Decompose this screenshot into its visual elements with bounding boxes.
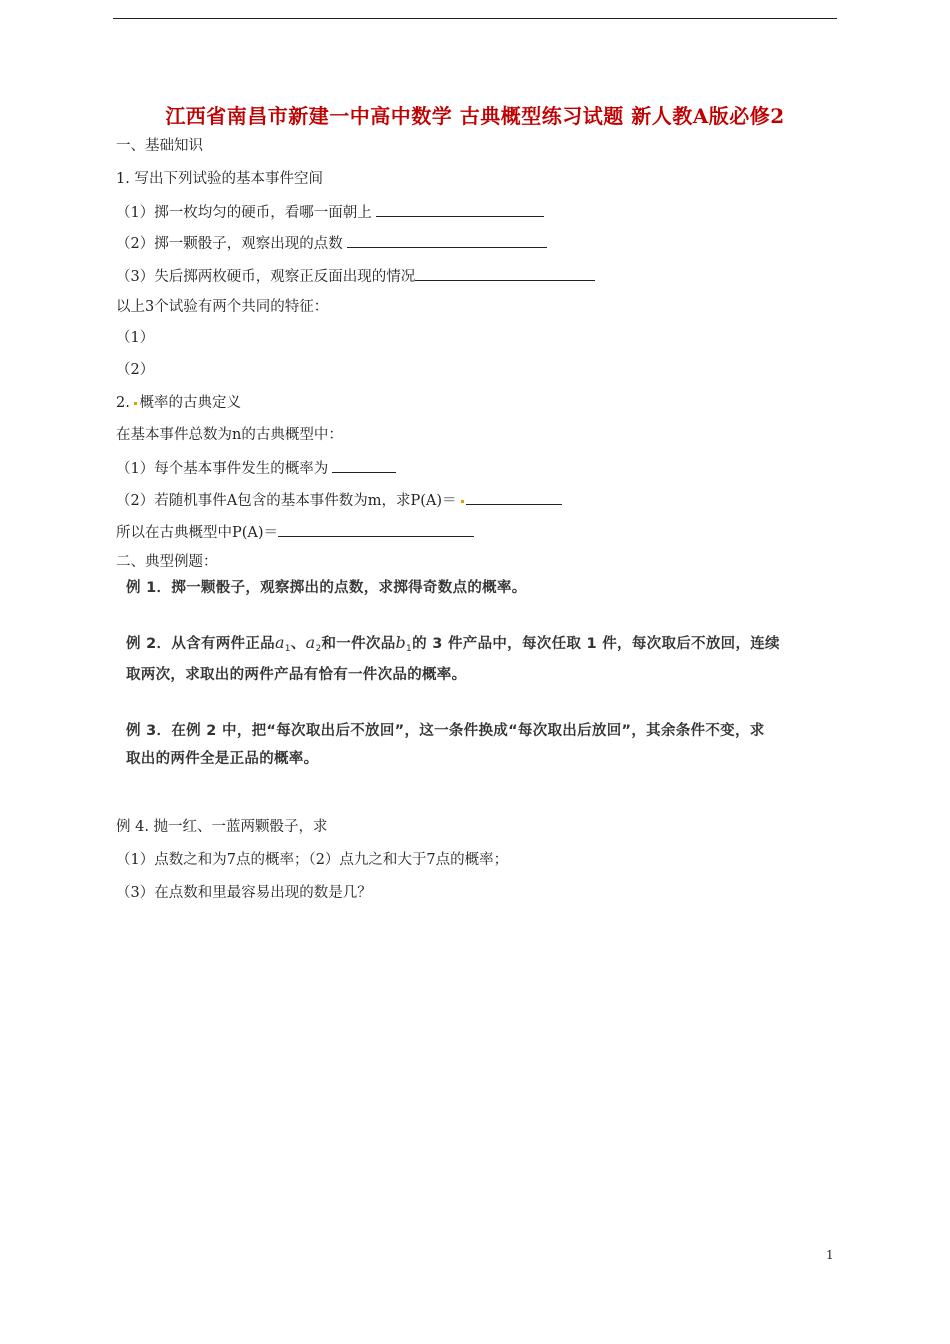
question-1-2-text: （2）掷一颗骰子，观察出现的点数 [116,236,343,252]
answer-blank[interactable] [347,233,547,248]
edit-mark [461,500,464,503]
edit-mark [134,402,137,405]
answer-blank[interactable] [332,458,396,473]
question-2 [116,394,241,412]
document-title: 江西省南昌市新建一中高中数学 古典概型练习试题 新人教A版必修2 [165,104,785,128]
question-1-1 [116,202,544,222]
example-4-1: （1）点数之和为7点的概率；（2）点九之和大于7点的概率； [116,852,509,868]
example-2-text-b: 和一件次品 [321,636,396,652]
question-2-2-text: （2）若随机事件A包含的基本事件数为m，求P(A)＝ [116,493,457,509]
example-4-2: （3）在点数和里最容易出现的数是几？ [116,885,372,901]
answer-blank[interactable] [376,202,544,217]
common-features: 以上3个试验有两个共同的特征： [116,299,329,315]
question-2-number: 2. [116,395,130,411]
question-2-1-text: （1）每个基本事件发生的概率为 [116,461,329,477]
example-4: 例 4. 抛一红、一蓝两颗骰子，求 [116,819,328,835]
question-1-2 [116,233,547,253]
var-a: a [305,633,316,652]
example-1: 例 1．掷一颗骰子，观察掷出的点数，求掷得奇数点的概率。 [126,580,527,596]
question-2-2 [116,490,562,510]
example-2-text-a: 例 2．从含有两件正品 [126,636,275,652]
feature-2: （2） [116,362,155,378]
header-rule [113,18,837,19]
question-2-3 [116,522,474,542]
separator: 、 [290,636,306,652]
subscript: 1 [406,644,413,654]
answer-blank[interactable] [415,266,595,281]
question-2-text: 概率的古典定义 [139,395,241,411]
section-basic-knowledge: 一、基础知识 [116,138,203,154]
question-2-1 [116,458,396,478]
var-a: a [274,633,285,652]
example-2-line-1 [126,634,780,658]
example-3-line-2: 取出的两件全是正品的概率。 [126,751,319,767]
answer-blank[interactable] [466,490,562,505]
example-3-line-1: 例 3．在例 2 中，把“每次取出后不放回”，这一条件换成“每次取出后放回”，其余条件不变，求 [126,723,765,739]
subscript: 1 [284,644,291,654]
var-b: b [395,633,407,652]
example-2-line-2: 取两次，求取出的两件产品有恰有一件次品的概率。 [126,667,467,683]
answer-blank[interactable] [278,522,474,537]
feature-1: （1） [116,330,155,346]
question-1-1-text: （1）掷一枚均匀的硬币，看哪一面朝上 [116,205,372,221]
example-2-text-c: 的 3 件产品中，每次任取 1 件，每次取后不放回，连续 [412,636,780,652]
subscript: 2 [315,644,322,654]
question-2-intro: 在基本事件总数为n的古典概型中： [116,427,343,443]
section-examples: 二、典型例题： [116,554,218,570]
page-number: 1 [826,1248,834,1262]
question-2-3-text: 所以在古典概型中P(A)＝ [116,525,279,541]
question-1: 1. 写出下列试验的基本事件空间 [116,171,323,187]
question-1-3-text: （3）失后掷两枚硬币，观察正反面出现的情况 [116,269,416,285]
question-1-3 [116,266,595,286]
